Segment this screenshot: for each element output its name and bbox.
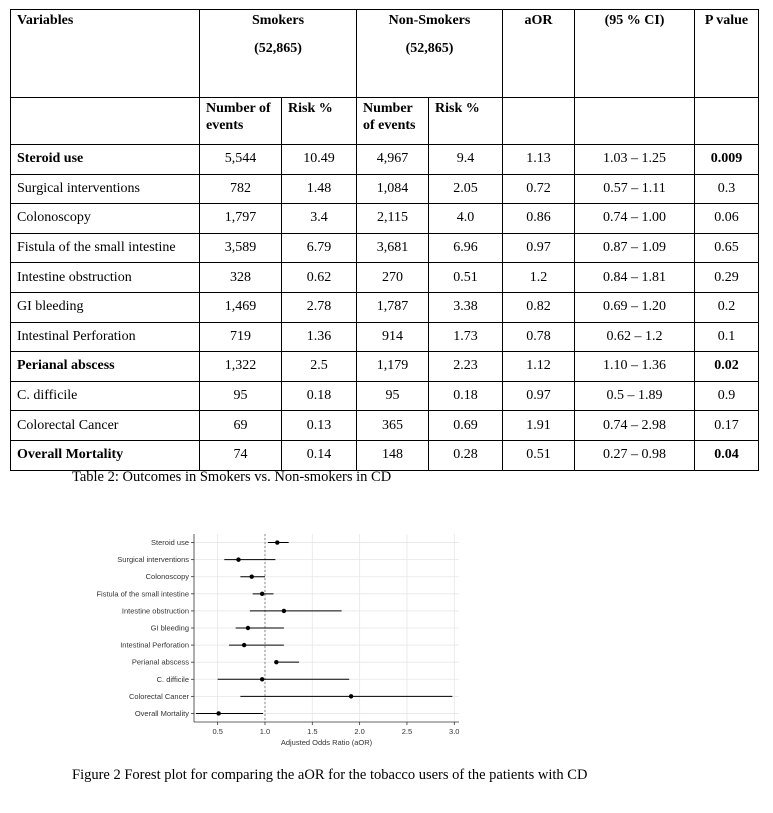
- cell-variable: Colorectal Cancer: [11, 411, 200, 441]
- subheader-nonsmokers-events: Number of events: [357, 98, 429, 145]
- subheader-blank: [575, 98, 695, 145]
- table-row: [11, 174, 759, 204]
- cell-p: 0.04: [695, 440, 759, 470]
- cell-n-risk: 2.05: [429, 174, 503, 204]
- cell-p: 0.009: [695, 145, 759, 175]
- cell-s-events: 1,797: [200, 204, 282, 234]
- table-row: [11, 292, 759, 322]
- category-label: Intestine obstruction: [121, 606, 189, 616]
- cell-s-risk: 2.78: [282, 292, 357, 322]
- cell-s-events: 782: [200, 174, 282, 204]
- cell-s-events: 328: [200, 263, 282, 293]
- cell-ci: 1.03 – 1.25: [575, 145, 695, 175]
- figure-caption: Figure 2 Forest plot for comparing the aOR for the tobacco users of the patients with CD: [72, 767, 588, 783]
- cell-aor: 0.51: [503, 440, 575, 470]
- estimate-point: [242, 643, 246, 647]
- table-row: [11, 204, 759, 234]
- cell-s-risk: 0.14: [282, 440, 357, 470]
- cell-s-events: 74: [200, 440, 282, 470]
- table-row: [11, 411, 759, 441]
- estimate-point: [274, 660, 278, 664]
- cell-n-risk: 2.23: [429, 352, 503, 382]
- header-smokers-n: (52,865): [254, 41, 302, 56]
- estimate-point: [275, 540, 279, 544]
- cell-variable: Overall Mortality: [11, 440, 200, 470]
- cell-p: 0.29: [695, 263, 759, 293]
- cell-n-risk: 6.96: [429, 233, 503, 263]
- cell-s-events: 95: [200, 381, 282, 411]
- cell-s-risk: 3.4: [282, 204, 357, 234]
- table-caption: Table 2: Outcomes in Smokers vs. Non-smokers in CD: [72, 469, 392, 485]
- cell-s-events: 1,469: [200, 292, 282, 322]
- header-variables: Variables: [11, 10, 200, 98]
- cell-ci: 0.74 – 1.00: [575, 204, 695, 234]
- cell-n-events: 1,787: [357, 292, 429, 322]
- cell-n-risk: 3.38: [429, 292, 503, 322]
- table-row: [11, 322, 759, 352]
- cell-ci: 0.57 – 1.11: [575, 174, 695, 204]
- x-tick-label: 1.0: [259, 727, 271, 736]
- cell-variable: Intestinal Perforation: [11, 322, 200, 352]
- header-ci: (95 % CI): [575, 10, 695, 98]
- cell-aor: 1.2: [503, 263, 575, 293]
- cell-n-events: 365: [357, 411, 429, 441]
- subheader-blank: [11, 98, 200, 145]
- category-label: Colorectal Cancer: [128, 691, 189, 701]
- cell-s-events: 3,589: [200, 233, 282, 263]
- cell-n-events: 1,179: [357, 352, 429, 382]
- x-axis-label: Adjusted Odds Ratio (aOR): [280, 738, 373, 747]
- x-tick-label: 2.0: [354, 727, 365, 736]
- table-row: [11, 263, 759, 293]
- estimate-point: [216, 711, 220, 715]
- header-p: P value: [695, 10, 759, 98]
- cell-ci: 0.5 – 1.89: [575, 381, 695, 411]
- header-nonsmokers-n: (52,865): [405, 41, 454, 56]
- cell-s-events: 1,322: [200, 352, 282, 382]
- cell-aor: 0.86: [503, 204, 575, 234]
- subheader-blank: [695, 98, 759, 145]
- cell-aor: 0.97: [503, 233, 575, 263]
- cell-p: 0.17: [695, 411, 759, 441]
- cell-n-events: 95: [357, 381, 429, 411]
- table-body: [11, 145, 759, 471]
- cell-aor: 0.97: [503, 381, 575, 411]
- category-label: Overall Mortality: [134, 708, 189, 718]
- cell-n-risk: 0.28: [429, 440, 503, 470]
- cell-n-risk: 0.69: [429, 411, 503, 441]
- cell-p: 0.9: [695, 381, 759, 411]
- cell-s-risk: 1.36: [282, 322, 357, 352]
- cell-aor: 1.12: [503, 352, 575, 382]
- table-row: [11, 233, 759, 263]
- cell-n-risk: 0.18: [429, 381, 503, 411]
- cell-ci: 0.87 – 1.09: [575, 233, 695, 263]
- cell-s-risk: 10.49: [282, 145, 357, 175]
- cell-n-risk: 1.73: [429, 322, 503, 352]
- cell-variable: Fistula of the small intestine: [11, 233, 200, 263]
- header-nonsmokers: [357, 10, 503, 98]
- subheader-smokers-events: Number of events: [200, 98, 282, 145]
- cell-p: 0.02: [695, 352, 759, 382]
- cell-s-risk: 0.18: [282, 381, 357, 411]
- category-label: Perianal abscess: [131, 657, 189, 667]
- table-row: [11, 352, 759, 382]
- table-row: [11, 381, 759, 411]
- category-label: Steroid use: [151, 538, 189, 548]
- cell-n-events: 270: [357, 263, 429, 293]
- category-label: Fistula of the small intestine: [96, 589, 189, 599]
- header-smokers: [200, 10, 357, 98]
- subheader-smokers-risk: Risk %: [282, 98, 357, 145]
- category-label: Colonoscopy: [145, 572, 189, 582]
- category-label: GI bleeding: [150, 623, 189, 633]
- estimate-point: [260, 592, 264, 596]
- estimate-point: [236, 557, 240, 561]
- cell-variable: Steroid use: [11, 145, 200, 175]
- cell-s-events: 5,544: [200, 145, 282, 175]
- outcomes-table: [10, 9, 759, 471]
- cell-p: 0.1: [695, 322, 759, 352]
- cell-n-risk: 0.51: [429, 263, 503, 293]
- header-nonsmokers-label: Non-Smokers: [388, 13, 471, 28]
- cell-aor: 1.91: [503, 411, 575, 441]
- header-aor: aOR: [503, 10, 575, 98]
- cell-aor: 1.13: [503, 145, 575, 175]
- cell-p: 0.65: [695, 233, 759, 263]
- category-label: Intestinal Perforation: [120, 640, 189, 650]
- cell-aor: 0.78: [503, 322, 575, 352]
- cell-variable: Intestine obstruction: [11, 263, 200, 293]
- table-row: [11, 145, 759, 175]
- cell-s-risk: 2.5: [282, 352, 357, 382]
- cell-ci: 0.84 – 1.81: [575, 263, 695, 293]
- cell-n-events: 2,115: [357, 204, 429, 234]
- cell-p: 0.3: [695, 174, 759, 204]
- cell-s-risk: 0.13: [282, 411, 357, 441]
- cell-n-events: 3,681: [357, 233, 429, 263]
- x-tick-label: 0.5: [212, 727, 223, 736]
- cell-variable: GI bleeding: [11, 292, 200, 322]
- cell-s-events: 69: [200, 411, 282, 441]
- cell-n-events: 914: [357, 322, 429, 352]
- cell-s-risk: 0.62: [282, 263, 357, 293]
- cell-n-events: 4,967: [357, 145, 429, 175]
- cell-s-events: 719: [200, 322, 282, 352]
- estimate-point: [282, 609, 286, 613]
- forest-plot: [60, 530, 470, 752]
- x-tick-label: 2.5: [401, 727, 413, 736]
- cell-n-risk: 4.0: [429, 204, 503, 234]
- cell-s-risk: 1.48: [282, 174, 357, 204]
- subheader-blank: [503, 98, 575, 145]
- cell-variable: Surgical interventions: [11, 174, 200, 204]
- x-tick-label: 1.5: [307, 727, 318, 736]
- cell-ci: 0.62 – 1.2: [575, 322, 695, 352]
- estimate-point: [260, 677, 264, 681]
- category-label: C. difficile: [156, 674, 189, 684]
- cell-p: 0.06: [695, 204, 759, 234]
- estimate-point: [246, 626, 250, 630]
- cell-ci: 0.69 – 1.20: [575, 292, 695, 322]
- cell-variable: C. difficile: [11, 381, 200, 411]
- forest-plot-labels: [96, 538, 459, 747]
- estimate-point: [250, 575, 254, 579]
- cell-ci: 0.27 – 0.98: [575, 440, 695, 470]
- cell-ci: 1.10 – 1.36: [575, 352, 695, 382]
- cell-variable: Perianal abscess: [11, 352, 200, 382]
- cell-p: 0.2: [695, 292, 759, 322]
- header-smokers-label: Smokers: [251, 13, 305, 28]
- cell-ci: 0.74 – 2.98: [575, 411, 695, 441]
- cell-aor: 0.72: [503, 174, 575, 204]
- estimate-point: [349, 694, 353, 698]
- x-tick-label: 3.0: [449, 727, 460, 736]
- cell-n-risk: 9.4: [429, 145, 503, 175]
- cell-aor: 0.82: [503, 292, 575, 322]
- table-row: [11, 440, 759, 470]
- cell-n-events: 148: [357, 440, 429, 470]
- forest-plot-grid: [194, 534, 459, 722]
- cell-n-events: 1,084: [357, 174, 429, 204]
- cell-variable: Colonoscopy: [11, 204, 200, 234]
- category-label: Surgical interventions: [117, 555, 189, 565]
- subheader-nonsmokers-risk: Risk %: [429, 98, 503, 145]
- cell-s-risk: 6.79: [282, 233, 357, 263]
